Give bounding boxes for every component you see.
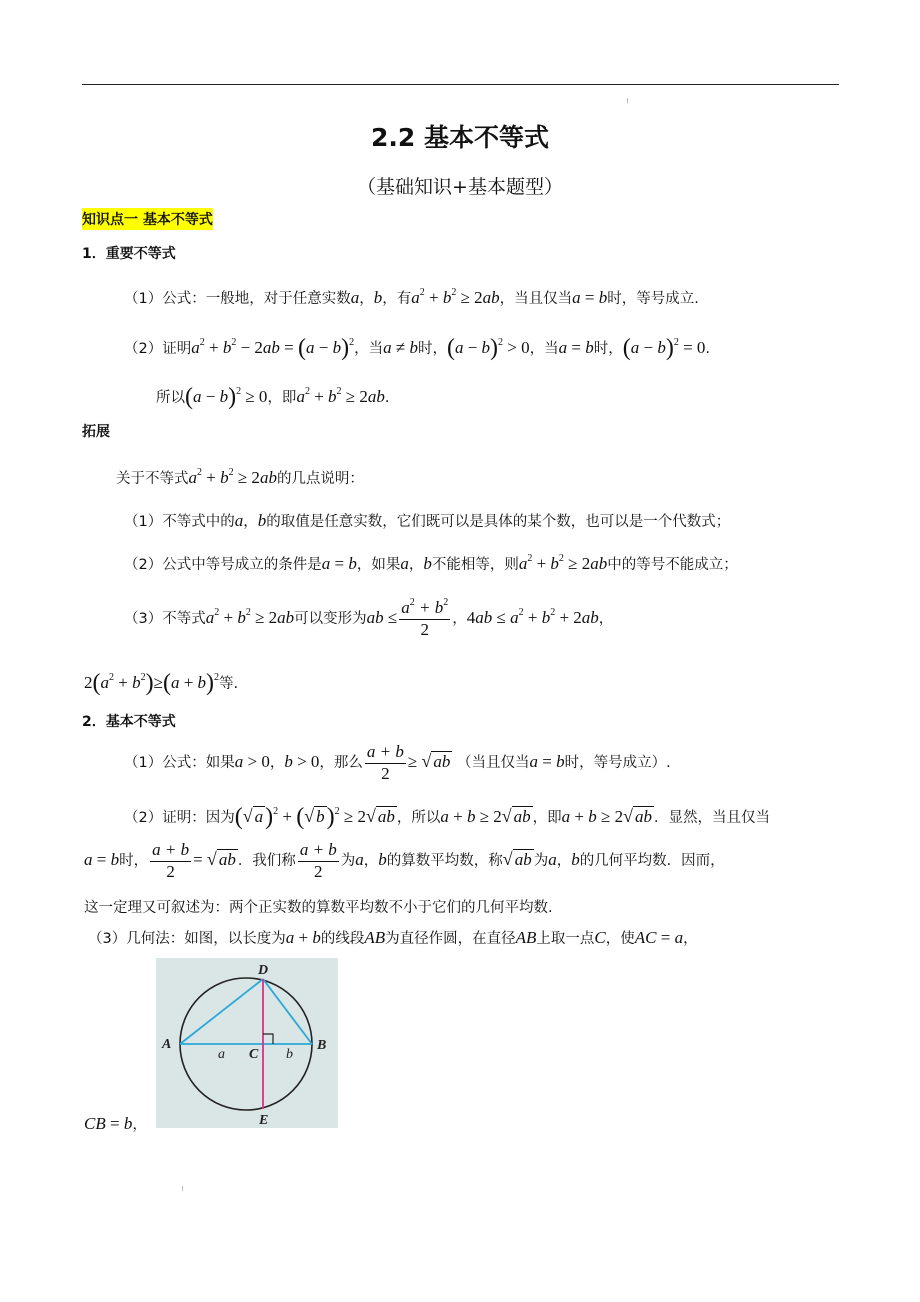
page-title: 2.2 基本不等式 (371, 123, 549, 152)
figure-right-angle-mark (263, 1034, 273, 1044)
s1-p3: 所以$(a - b)^2 \ge 0$，即$a^2 + b^2 \ge 2ab$. (156, 384, 390, 410)
figure-label-e: E (259, 1113, 269, 1128)
figure-label-seg-a: a (218, 1047, 225, 1062)
ext-item-3: （3）不等式$a^2 + b^2 \ge 2ab$可以变形为ab ≤ $\frac{a^2 + b^2}{2}$ ，$4ab \le a^2 + b^2 + 2ab$， (124, 597, 614, 639)
footer-tick (182, 1186, 183, 1191)
s2-p2b: a = b时， $\frac{a + b}{2}$ = √ ab ．我们称 $\frac{a + b}{2}$ 为a，b的算数平均数，称√ ab 为a，b的几何平均数．因而， (84, 840, 725, 881)
header-rule (82, 84, 839, 85)
knowledge-point-label: 知识点一 基本不等式 (82, 208, 213, 230)
s2-p2: （2）证明：因为(√ a)$^2$ + (√ b)$^2$ ≥ 2√ ab ，所以a + b ≥ 2√ ab ，即a + b ≥ 2√ ab ．显然，当且仅当 (124, 804, 770, 830)
s2-p3: （3）几何法：如图，以长度为a + b的线段AB为直径作圆，在直径AB上取一点C，使AC = a， (88, 928, 698, 947)
figure-label-b: B (317, 1038, 327, 1053)
s1-p2: （2）证明$a^2 + b^2 - 2ab = (a - b)^2$，当a ≠ b时，$(a - b)^2 > 0$，当a = b时，$(a - b)^2 = 0$. (124, 335, 711, 361)
s2-p1: （1）公式：如果a > 0，b > 0，那么 $\frac{a + b}{2}$ ≥ √ ab （当且仅当a = b时，等号成立）. (124, 742, 671, 783)
extension-heading: 拓展 (82, 424, 110, 440)
s2-p2c: 这一定理又可叙述为：两个正实数的算数平均数不小于它们的几何平均数. (84, 900, 553, 916)
geometry-figure (156, 958, 338, 1128)
ext-intro: 关于不等式$a^2 + b^2 \ge 2ab$的几点说明： (116, 467, 364, 487)
ext-item-1: （1）不等式中的a，b的取值是任意实数，它们既可以是具体的某个数，也可以是一个代数式； (124, 511, 731, 530)
s1-p1: （1）公式：一般地，对于任意实数a，b，有$a^2 + b^2 \ge 2ab$，当且仅当a = b时，等号成立. (124, 287, 699, 307)
figure-segment-ad (180, 979, 263, 1044)
figure-label-d: D (258, 963, 269, 978)
page-subtitle: （基础知识+基本题型） (357, 176, 563, 198)
section-1-heading: 1．重要不等式 (82, 246, 176, 262)
figure-label-a: A (162, 1037, 172, 1052)
ext-item-3-end: $2(a^2 + b^2)\ge(a + b)^2$等. (84, 670, 239, 696)
s2-p3-end: CB = b， (84, 1114, 147, 1133)
figure-label-c: C (249, 1047, 259, 1062)
figure-label-seg-b: b (286, 1047, 293, 1062)
section-2-heading: 2．基本不等式 (82, 714, 176, 730)
header-tick (627, 98, 628, 103)
ext-item-2: （2）公式中等号成立的条件是a = b，如果a，b不能相等，则$a^2 + b^2 \ge 2ab$中的等号不能成立； (124, 553, 738, 573)
